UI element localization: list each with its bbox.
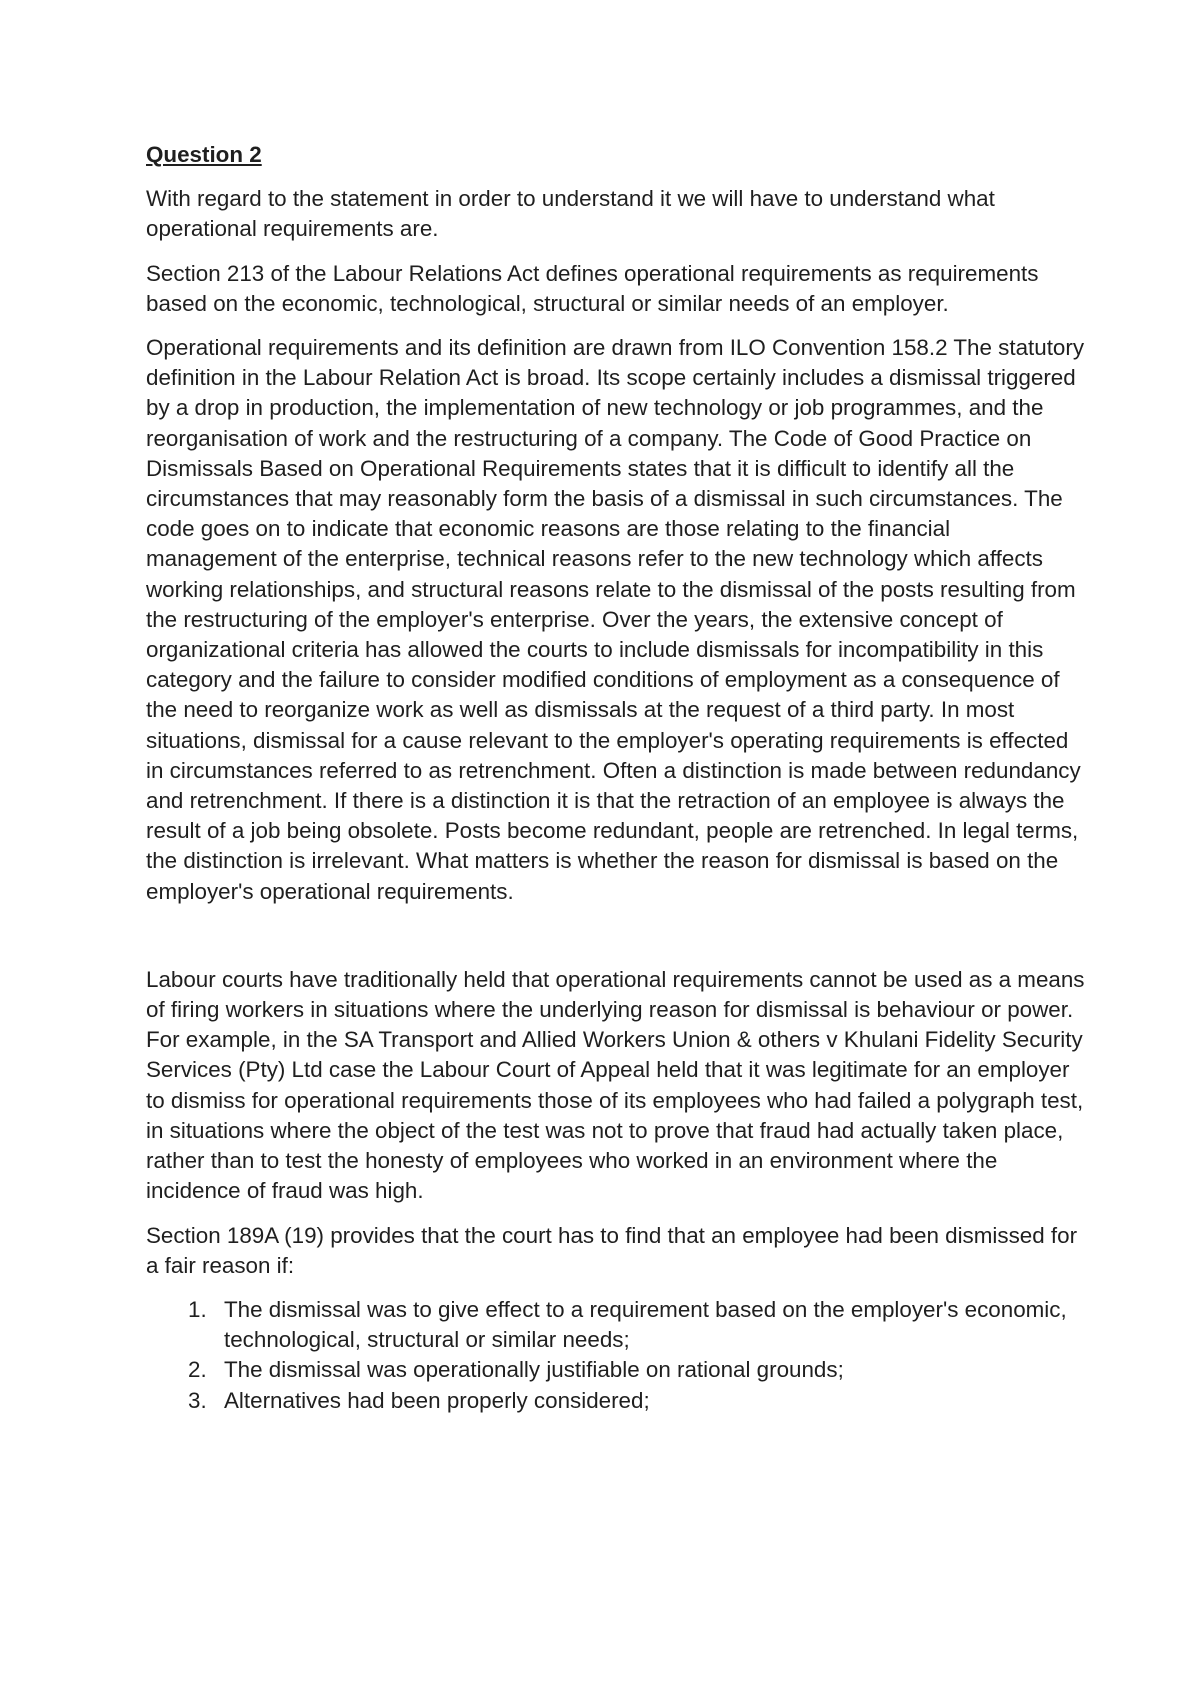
question-heading: Question 2 [146,142,262,167]
list-item [146,1295,1086,1355]
paragraph-section-213: Section 213 of the Labour Relations Act defines operational requirements as requirements based on the economic, technological, structural or similar needs of an employer. [146,260,1039,316]
list-text: The dismissal was operationally justifiable on rational grounds; [224,1357,844,1383]
list-item [146,1355,1086,1385]
blank-line [146,921,1086,965]
list-number: 3. [188,1387,207,1413]
document-body [146,140,1086,1416]
list-text: The dismissal was to give effect to a requirement based on the employer's economic, technological, structural or similar needs; [224,1296,1067,1353]
list-text: Alternatives had been properly considered; [224,1387,650,1413]
list-number: 1. [188,1296,207,1322]
paragraph-intro: With regard to the statement in order to understand it we will have to understand what operational requirements are. [146,186,995,242]
paragraph-section-189a: Section 189A (19) provides that the court has to find that an employee had been dismissed for a fair reason if: [146,1222,1078,1278]
paragraph-definition: Operational requirements and its definition are drawn from ILO Convention 158.2 The statutory definition in the Labour Relation Act is broad. Its scope certainly includes a dismissal triggered by a drop in production, the implementation of new technology or job programmes, and the reorganisation of work and the restructuring of a company. The Code of Good Practice on Dismissals Based on Operational Requirements states that it is difficult to identify all the circumstances that may reasonably form the basis of a dismissal in such circumstances. The code goes on to indicate that economic reasons are those relating to the financial management of the enterprise, technical reasons refer to the new technology which affects working relationships, and structural reasons relate to the dismissal of the posts resulting from the restructuring of the employer's enterprise. Over the years, the extensive concept of organizational criteria has allowed the courts to include dismissals for incompatibility in this category and the failure to consider modified conditions of employment as a consequence of the need to reorganize work as well as dismissals at the request of a third party. In most situations, dismissal for a cause relevant to the employer's operating requirements is effected in circumstances referred to as retrenchment. Often a distinction is made between redundancy and retrenchment. If there is a distinction it is that the retraction of an employee is always the result of a job being obsolete. Posts become redundant, people are retrenched. In legal terms, the distinction is irrelevant. What matters is whether the reason for dismissal is based on the employer's operational requirements. [146,335,1085,904]
list-number: 2. [188,1357,207,1383]
fair-reason-list [146,1295,1086,1416]
list-item [146,1386,1086,1416]
paragraph-labour-courts: Labour courts have traditionally held that operational requirements cannot be used as a means of firing workers in situations where the underlying reason for dismissal is behaviour or power. For example, in the SA Transport and Allied Workers Union & others v Khulani Fidelity Security Services (Pty) Ltd case the Labour Court of Appeal held that it was legitimate for an employer to dismiss for operational requirements those of its employees who had failed a polygraph test, in situations where the object of the test was not to prove that fraud had actually taken place, rather than to test the honesty of employees who worked in an environment where the incidence of fraud was high. [146,966,1085,1204]
